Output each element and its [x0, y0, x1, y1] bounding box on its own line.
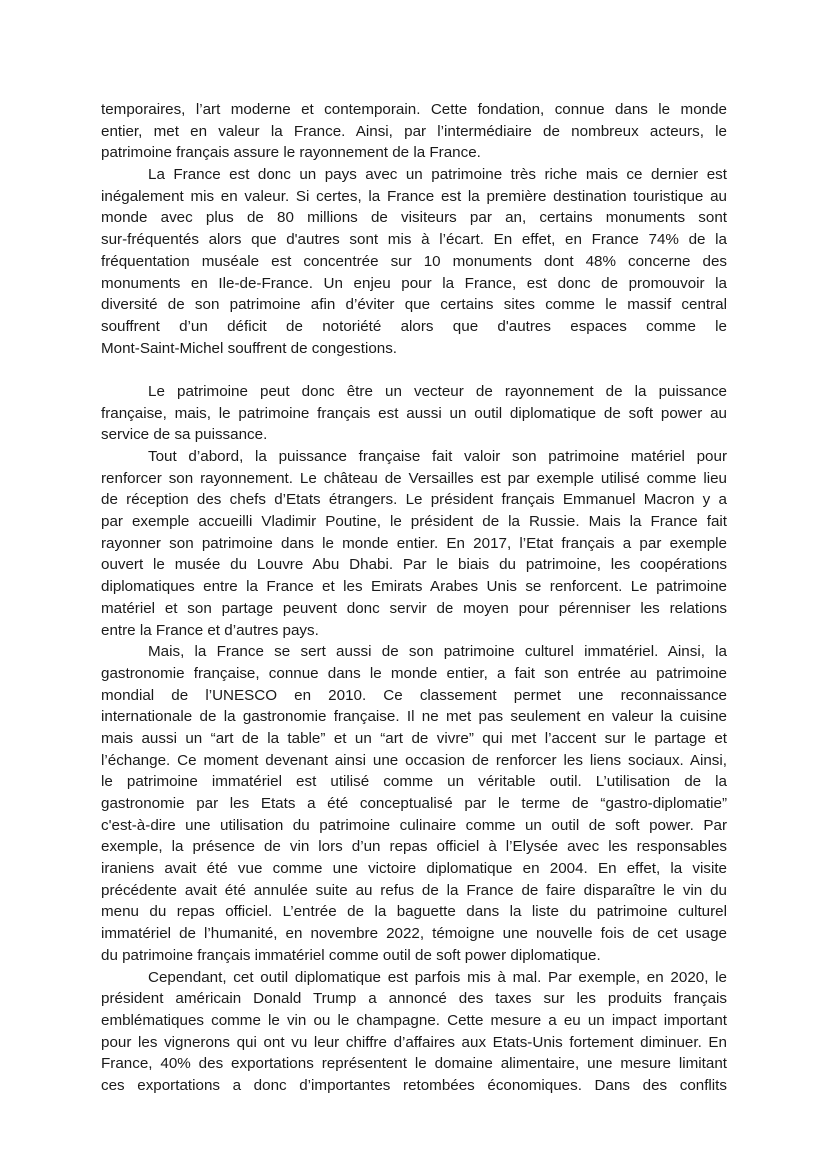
text-line: monde avec plus de 80 millions de visiteurs par an, certains monuments sont [101, 209, 727, 227]
text-line: de réception des chefs d’Etats étrangers. Le président français Emmanuel Macron y a [101, 491, 727, 509]
text-line: La France est donc un pays avec un patrimoine très riche mais ce dernier est [148, 166, 727, 184]
text-line: président américain Donald Trump a annoncé des taxes sur les produits français [101, 990, 727, 1008]
text-line: diplomatiques entre la France et les Emirats Arabes Unis se renforcent. Le patrimoine [101, 578, 727, 596]
paragraph [101, 446, 727, 641]
text-line: l’échange. Ce moment devenant ainsi une occasion de renforcer les liens sociaux. Ainsi, [101, 751, 727, 769]
text-line: gastronomie par les Etats a été conceptualisé par le terme de “gastro-diplomatie” [101, 795, 727, 812]
text-line: entre la France et d’autres pays. [101, 621, 319, 639]
text-line: service de sa puissance. [101, 426, 268, 444]
text-line: matériel et son partage peuvent donc servir de moyen pour pérenniser les relations [101, 599, 727, 617]
text-line: sur-fréquentés alors que d'autres sont mis à l’écart. En effet, en France 74% de la [101, 231, 727, 249]
text-line: renforcer son rayonnement. Le château de Versailles est par exemple utilisé comme lieu [101, 469, 727, 487]
paragraph [101, 641, 727, 966]
paragraph [101, 967, 727, 1097]
text-line: patrimoine français assure le rayonnement de la France. [101, 144, 481, 162]
text-line: Mont-Saint-Michel souffrent de congestions. [101, 339, 398, 357]
text-line: France, 40% des exportations représentent le domaine alimentaire, une mesure limitant [101, 1055, 727, 1073]
text-line: Le patrimoine peut donc être un vecteur de rayonnement de la puissance [148, 382, 727, 400]
text-line: monuments en Ile-de-France. Un enjeu pour la France, est donc de promouvoir la [101, 274, 727, 292]
text-line: précédente avait été annulée suite au refus de la France de faire disparaître le vin du [101, 881, 727, 899]
text-line: gastronomie française, connue dans le monde entier, a fait son entrée au patrimoine [101, 664, 727, 682]
text-line: menu du repas officiel. L’entrée de la baguette dans la liste du patrimoine culturel [101, 903, 727, 921]
text-line: iraniens avait été vue comme une victoire diplomatique en 2004. En effet, la visite [101, 860, 727, 878]
text-line: du patrimoine français immatériel comme outil de soft power diplomatique. [101, 946, 601, 964]
text-line: fréquentation muséale est concentrée sur 10 monuments dont 48% concerne des [101, 252, 727, 270]
text-line: diversité de son patrimoine afin d’éviter que certains sites comme le massif central [101, 296, 727, 314]
text-line: française, mais, le patrimoine français est aussi un outil diplomatique de soft power au [101, 404, 727, 422]
text-line: internationale de la gastronomie française. Il ne met pas seulement en valeur la cuisine [101, 708, 727, 726]
document-page [101, 99, 727, 1097]
paragraph [101, 99, 727, 164]
text-line: emblématiques comme le vin ou le champagne. Cette mesure a eu un impact important [101, 1011, 727, 1029]
text-line: c'est-à-dire une utilisation du patrimoine culinaire comme un outil de soft power. Par [101, 816, 727, 834]
text-line: exemple, la présence de vin lors d’un repas officiel à l’Elysée avec les responsables [101, 838, 727, 856]
text-line: pour les vignerons qui ont vu leur chiffre d’affaires aux Etats-Unis fortement diminuer. En [101, 1033, 727, 1051]
text-line: Tout d’abord, la puissance française fait valoir son patrimoine matériel pour [148, 448, 727, 465]
text-line: mais aussi un “art de la table” et un “art de vivre” qui met l’accent sur le partage et [101, 729, 727, 747]
text-line: temporaires, l’art moderne et contemporain. Cette fondation, connue dans le monde [101, 101, 727, 118]
text-line: souffrent d’un déficit de notoriété alors que d'autres espaces comme le [101, 317, 727, 335]
text-line: Cependant, cet outil diplomatique est parfois mis à mal. Par exemple, en 2020, le [148, 968, 727, 986]
text-line: immatériel de l’humanité, en novembre 2022, témoigne une nouvelle fois de cet usage [101, 925, 727, 943]
text-line: inégalement mis en valeur. Si certes, la France est la première destination touristique au [101, 187, 727, 205]
text-line: mondial de l’UNESCO en 2010. Ce classement permet une reconnaissance [101, 686, 727, 704]
paragraph [101, 381, 727, 446]
text-line: Mais, la France se sert aussi de son patrimoine culturel immatériel. Ainsi, la [148, 643, 727, 661]
text-line: par exemple accueilli Vladimir Poutine, le président de la Russie. Mais la France fait [101, 513, 727, 531]
text-line: le patrimoine immatériel est utilisé comme un véritable outil. L’utilisation de la [101, 773, 727, 791]
paragraph-spacer [101, 359, 727, 381]
text-line: entier, met en valeur la France. Ainsi, par l’intermédiaire de nombreux acteurs, le [101, 122, 727, 140]
text-line: rayonner son patrimoine dans le monde entier. En 2017, l’Etat français a par exemple [101, 534, 727, 552]
text-line: ouvert le musée du Louvre Abu Dhabi. Par le biais du patrimoine, les coopérations [101, 556, 727, 574]
paragraph [101, 164, 727, 359]
text-line: ces exportations a donc d’importantes retombées économiques. Dans des conflits [101, 1076, 727, 1094]
